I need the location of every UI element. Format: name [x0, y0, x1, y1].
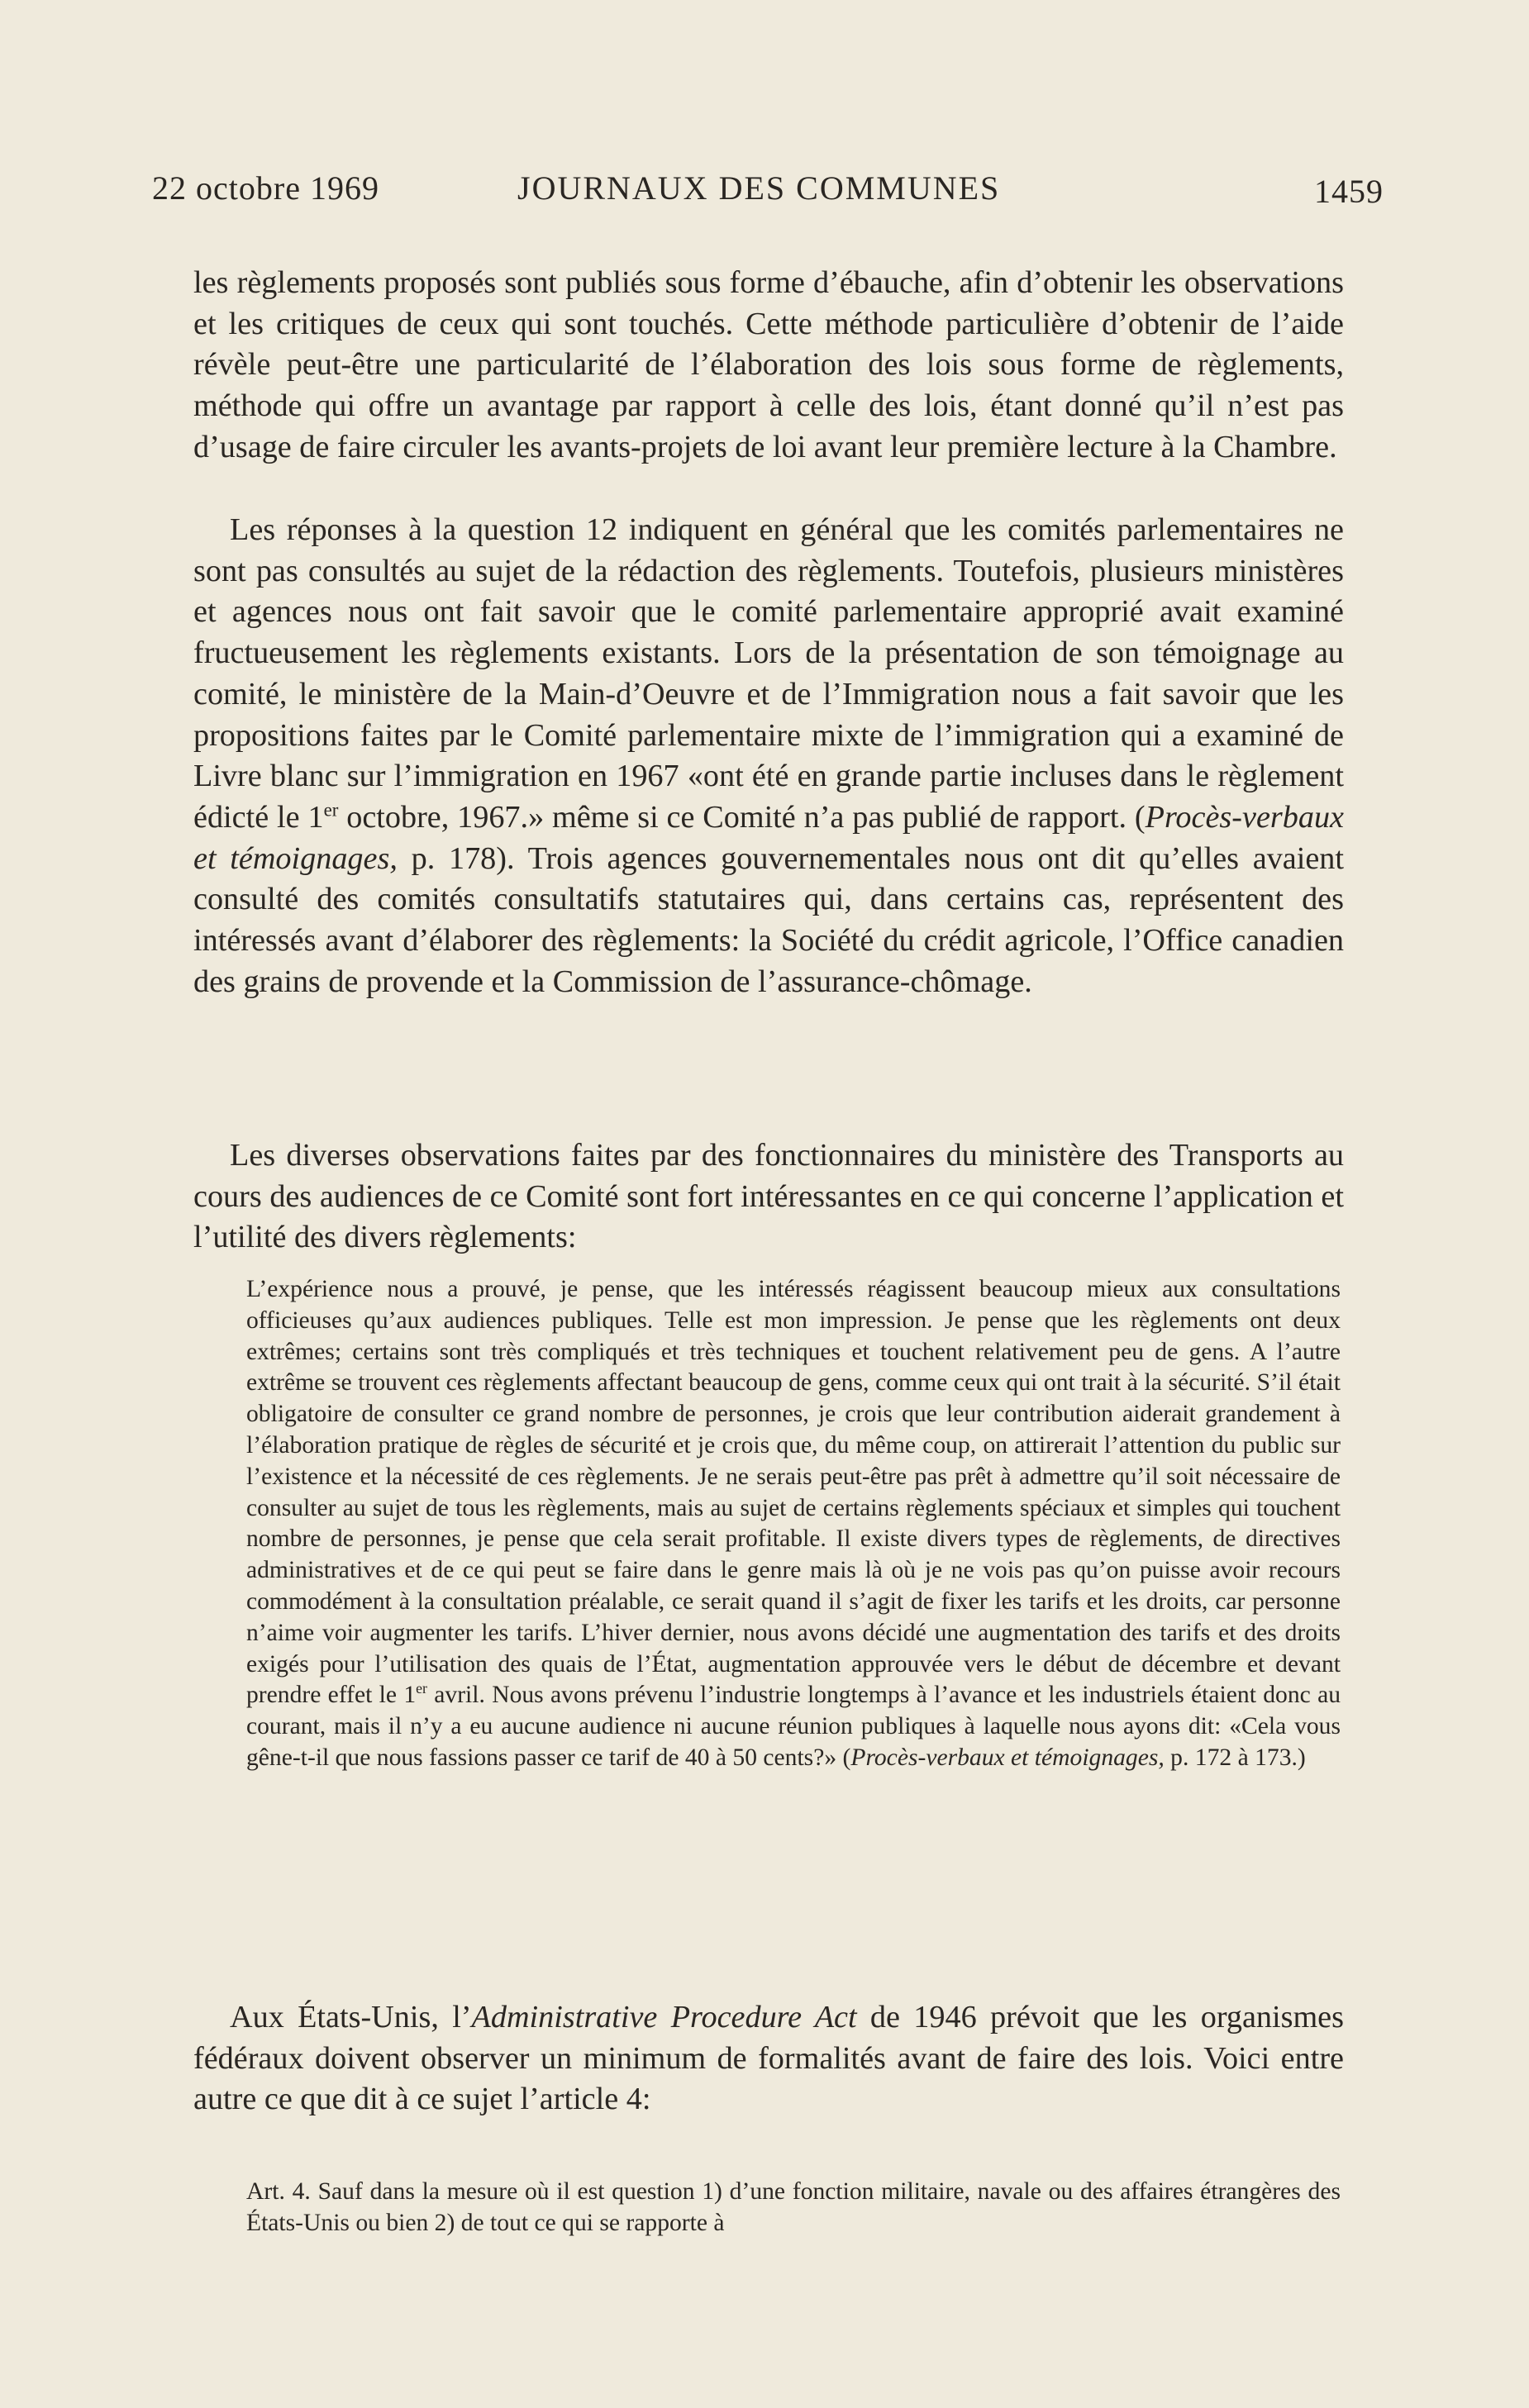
paragraph-2-part-a: Les réponses à la question 12 indiquent en général que les comités parlementaires ne sont pas consultés au sujet de la rédaction des règlements. Toutefois, plusieurs ministères et agences nous ont fait savoir que le comité parlementaire approprié avait examiné fructueusement les règlements existants. Lors de la présentation de son témoignage au comité, le ministère de la Main-d’Oeuvre et de l’Immigration nous a fait savoir que les propositions faites par le Comité parlementaire mixte de l’immigration qui a examiné de Livre blanc sur l’immigration en 1967 «ont été en grande partie incluses dans le règlement édicté le 1 [193, 512, 1344, 835]
quotation-1-part-a: L’expérience nous a prouvé, je pense, que les intéressés réagissent beaucoup mieux aux consultations officieuses qu’aux audiences publiques. Telle est mon impression. Je pense que les règlements ont deux extrêmes; certains sont très compliqués et très techniques et touchent relativement peu de gens. A l’autre extrême se trouvent ces règlements affectant beaucoup de gens, comme ceux qui ont trait à la sécurité. S’il était obligatoire de consulter ce grand nombre de personnes, je crois que leur contribution aiderait grandement à l’élaboration pratique de règles de sécurité et je crois que, du même coup, on attirerait l’attention du public sur l’existence et la nécessité de ces règlements. Je ne serais peut-être pas prêt à admettre qu’il soit nécessaire de consulter au sujet de tous les règlements, mais au sujet de certains règlements spéciaux et simples qui touchent nombre de personnes, je pense que cela serait profitable. Il existe divers types de règlements, de directives administratives et de ce qui peut se faire dans le genre mais là où je ne vois pas qu’on puisse avoir recours commodément à la consultation préalable, ce serait quand il s’agit de fixer les tarifs et les droits, car personne n’aime voir augmenter les tarifs. L’hiver dernier, nous avons décidé une augmentation des tarifs et des droits exigés pour l’utilisation des quais de l’État, augmentation approuvée vers le début de décembre et devant prendre effet le 1 [246, 1276, 1341, 1709]
header-journal-title: JOURNAUX DES COMMUNES [517, 169, 1001, 207]
quotation-2 [246, 2177, 1341, 2239]
header-date: 22 octobre 1969 [152, 169, 379, 207]
paragraph-1 [193, 263, 1344, 469]
paragraph-2-text [193, 510, 1344, 1002]
paragraph-2-superscript: er [323, 799, 339, 821]
quotation-1-superscript: er [416, 1680, 427, 1697]
paragraph-2-part-c: p. 178). Trois agences gouvernementales nous ont dit qu’elles avaient consulté des comités consultatifs statutaires qui, dans certains cas, représentent des intéressés avant d’élaborer des règlements: la Société du crédit agricole, l’Office canadien des grains de provende et la Commission de l’assurance-chômage. [193, 840, 1344, 999]
quotation-1-text [246, 1274, 1341, 1774]
paragraph-4-act-title: Administrative Procedure Act [471, 2000, 857, 2034]
paragraph-2-part-b: octobre, 1967.» même si ce Comité n’a pas publié de rapport. ( [338, 799, 1146, 835]
paragraph-2-citation: Procès-verbaux et témoignages, [193, 799, 1344, 876]
paragraph-4 [193, 1997, 1344, 2120]
paragraph-4-text [193, 1997, 1344, 2120]
paragraph-1-text: les règlements proposés sont publiés sous forme d’ébauche, afin d’obtenir les observations et les critiques de ceux qui sont touchés. Cette méthode particulière d’obtenir de l’aide révèle peut-être une particularité de l’élaboration des lois sous forme de règlements, méthode qui offre un avantage par rapport à celle des lois, étant donné qu’il n’est pas d’usage de faire circuler les avants-projets de loi avant leur première lecture à la Chambre. [193, 265, 1344, 464]
paragraph-2 [193, 510, 1344, 1002]
quotation-1-part-c: p. 172 à 173.) [1164, 1744, 1306, 1771]
quotation-1 [246, 1274, 1341, 1774]
paragraph-4-part-a: Aux États-Unis, l’ [230, 2000, 472, 2034]
quotation-2-text: Art. 4. Sauf dans la mesure où il est question 1) d’une fonction militaire, navale ou des affaires étrangères des États-Unis ou bien 2) de tout ce qui se rapporte à [246, 2178, 1341, 2236]
paragraph-3-text: Les diverses observations faites par des fonctionnaires du ministère des Transports au cours des audiences de ce Comité sont fort intéressantes en ce qui concerne l’application et l’utilité des divers règlements: [193, 1138, 1344, 1255]
page-header [152, 169, 1384, 218]
paragraph-4-part-b: de 1946 prévoit que les organismes fédéraux doivent observer un minimum de formalités avant de faire des lois. Voici entre autre ce que dit à ce sujet l’article 4: [193, 2000, 1344, 2117]
quotation-1-citation: Procès-verbaux et témoignages, [850, 1744, 1165, 1771]
paragraph-3 [193, 1135, 1344, 1259]
page-number: 1459 [1314, 173, 1384, 210]
quotation-1-part-b: avril. Nous avons prévenu l’industrie longtemps à l’avance et les industriels étaient donc au courant, mais il n’y a eu aucune audience ni aucune réunion publiques à laquelle nous ayons dit: «Cela vous gêne-t-il que nous fassions passer ce tarif de 40 à 50 cents?» ( [246, 1682, 1341, 1771]
